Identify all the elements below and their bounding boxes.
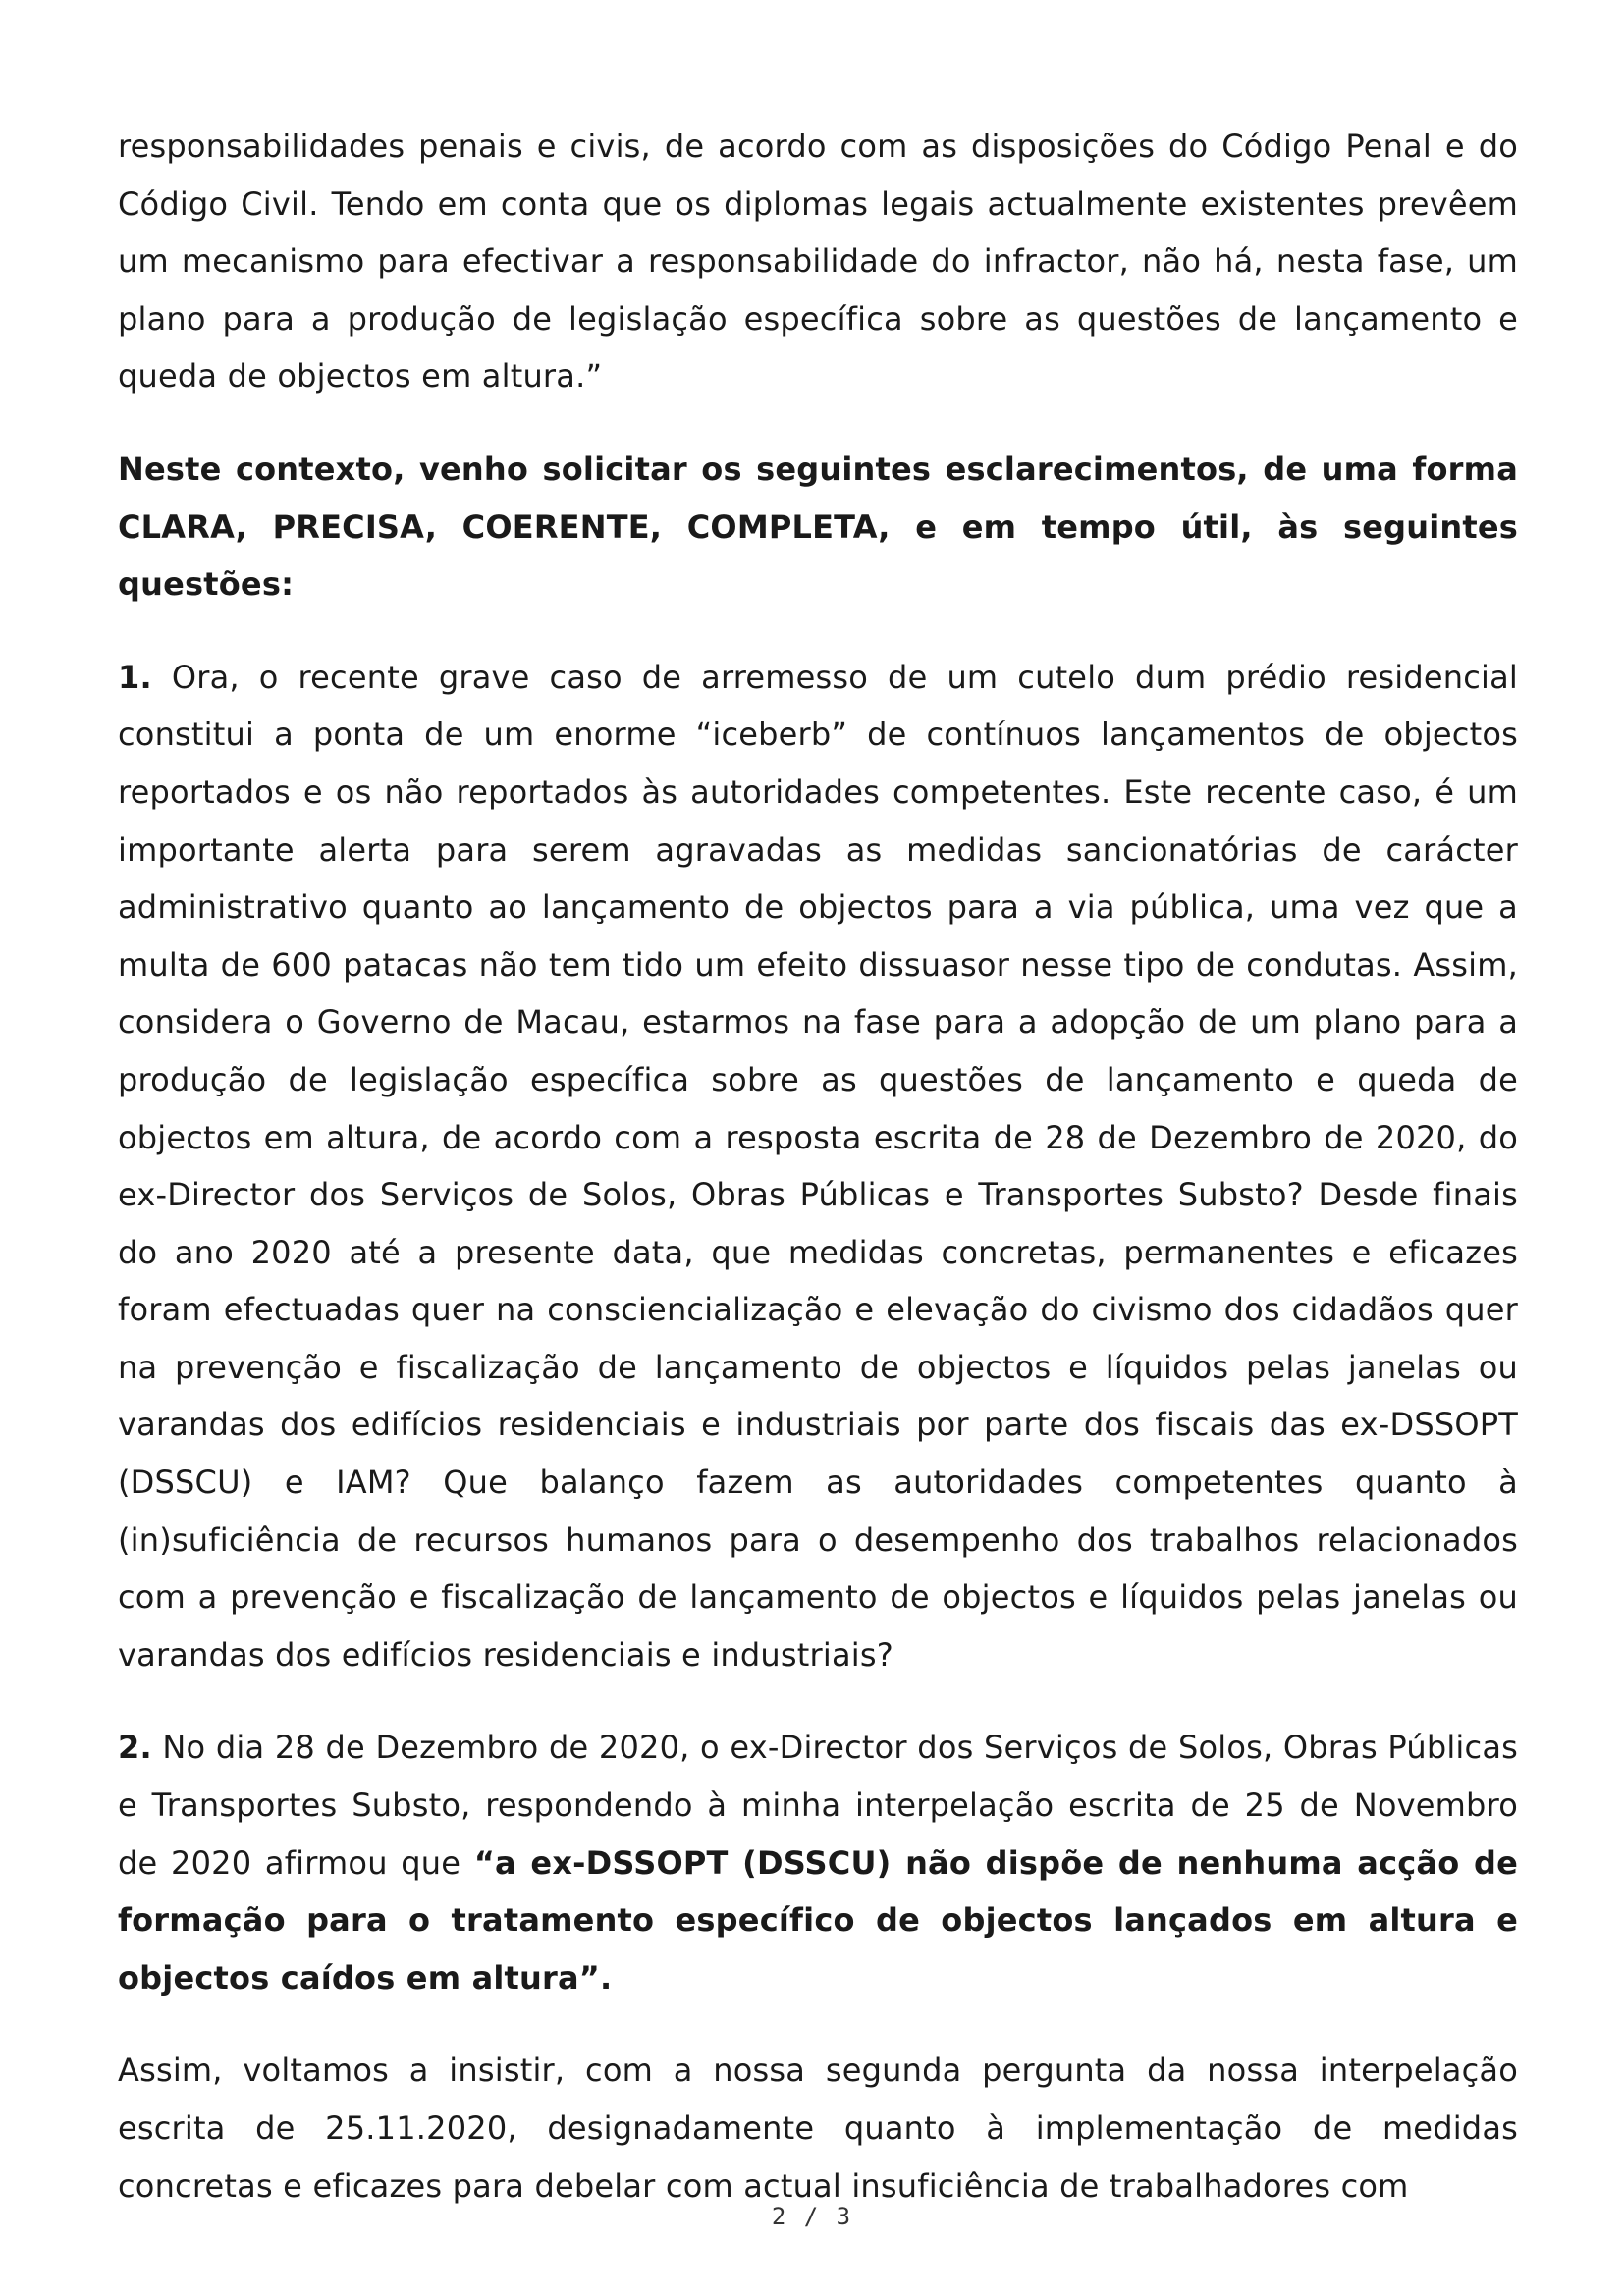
question-2 (118, 1719, 1518, 2006)
question-1 (118, 649, 1518, 1684)
paragraph-continuation: responsabilidades penais e civis, de acordo com as disposições do Código Penal e do Código Civil. Tendo em conta que os diplomas legais actualmente existentes prevêem um mecanismo para efectivar a responsabilidade do infractor, não há, nesta fase, um plano para a produção de legislação específica sobre as questões de lançamento e queda de objectos em altura.” (118, 128, 1518, 396)
page-number: 2 / 3 (771, 2203, 853, 2230)
document-page (118, 118, 1518, 2215)
question-2-number: 2. (118, 1729, 152, 1767)
question-1-number: 1. (118, 658, 152, 696)
request-intro: Neste contexto, venho solicitar os seguintes esclarecimentos, de uma forma CLARA, PRECISA, COERENTE, COMPLETA, e em tempo útil, às seguintes questões: (118, 450, 1518, 604)
question-2-text: No dia 28 de Dezembro de 2020, o ex-Director dos Serviços de Solos, Obras Públicas e Transportes Substo, respondendo à minha interpelação escrita de 25 de Novembro de 2020 afirmou que (118, 1729, 1518, 1882)
question-2-quote: “a ex-DSSOPT (DSSCU) não dispõe de nenhuma acção de formação para o tratamento específico de objectos lançados em altura e objectos caídos em altura”. (118, 1843, 1518, 1997)
paragraph-last: Assim, voltamos a insistir, com a nossa segunda pergunta da nossa interpelação escrita de 25.11.2020, designadamente quanto à implementação de medidas concretas e eficazes para debelar com actual insuficiência de trabalhadores com (118, 2052, 1518, 2205)
question-1-text: Ora, o recente grave caso de arremesso de um cutelo dum prédio residencial constitui a ponta de um enorme “iceberb” de contínuos lançamentos de objectos reportados e os não reportados às autoridades competentes. Este recente caso, é um importante alerta para serem agravadas as medidas sancionatórias de carácter administrativo quanto ao lançamento de objectos para a via pública, uma vez que a multa de 600 patacas não tem tido um efeito dissuasor nesse tipo de condutas. Assim, considera o Governo de Macau, estarmos na fase para a adopção de um plano para a produção de legislação específica sobre as questões de lançamento e queda de objectos em altura, de acordo com a resposta escrita de 28 de Dezembro de 2020, do ex-Director dos Serviços de Solos, Obras Públicas e Transportes Substo? Desde finais do ano 2020 até a presente data, que medidas concretas, permanentes e eficazes foram efectuadas quer na consciencialização e elevação do civismo dos cidadãos quer na prevenção e fiscalização de lançamento de objectos e líquidos pelas janelas ou varandas dos edifícios residenciais e industriais por parte dos fiscais das ex-DSSOPT (DSSCU) e IAM? Que balanço fazem as autoridades competentes quanto à (in)suficiência de recursos humanos para o desempenho dos trabalhos relacionados com a prevenção e fiscalização de lançamento de objectos e líquidos pelas janelas ou varandas dos edifícios residenciais e industriais? (118, 658, 1518, 1674)
